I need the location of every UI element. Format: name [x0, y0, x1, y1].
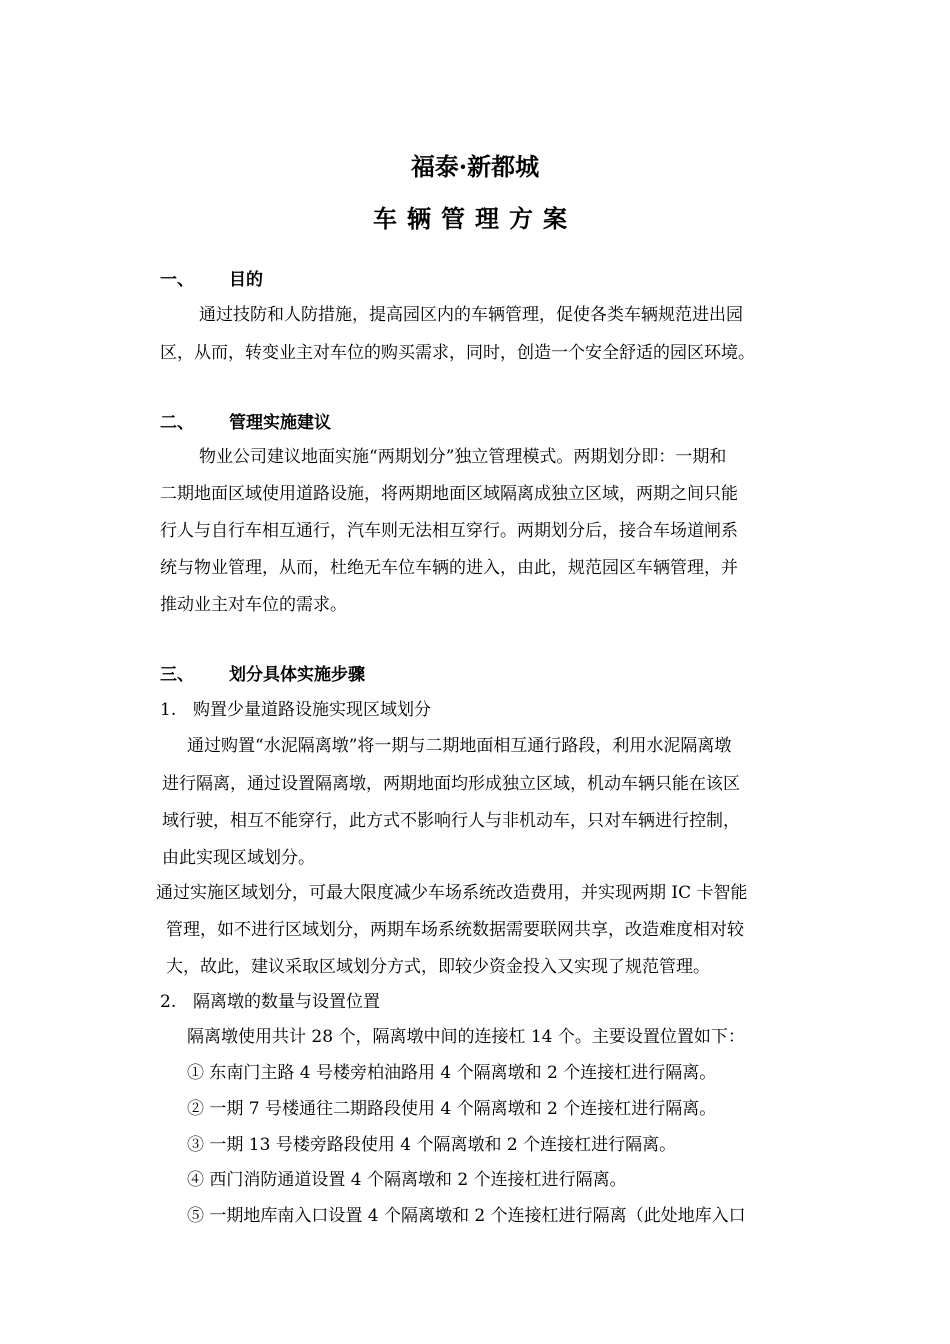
list-item: ④ 西门消防通道设置 4 个隔离墩和 2 个连接杠进行隔离。: [187, 1170, 627, 1190]
paragraph-line: 行人与自行车相互通行，汽车则无法相互穿行。两期划分后，接合车场道闸系: [160, 521, 738, 541]
item-2-number: 2.: [160, 992, 177, 1012]
paragraph-line: 大，故此，建议采取区域划分方式，即较少资金投入又实现了规范管理。: [166, 957, 710, 977]
document-title: 福泰·新都城: [410, 152, 540, 181]
section-1-heading: 目的: [229, 270, 263, 290]
paragraph-line: 二期地面区域使用道路设施，将两期地面区域隔离成独立区域，两期之间只能: [160, 484, 738, 504]
section-2-number: 二、: [160, 413, 194, 433]
list-item: ⑤ 一期地库南入口设置 4 个隔离墩和 2 个连接杠进行隔离（此处地库入口: [187, 1206, 746, 1226]
paragraph-line: 区，从而，转变业主对车位的购买需求，同时，创造一个安全舒适的园区环境。: [160, 343, 755, 363]
paragraph-line: 通过实施区域划分，可最大限度减少车场系统改造费用，并实现两期 IC 卡智能: [156, 883, 748, 903]
paragraph-line: 物业公司建议地面实施“两期划分”独立管理模式。两期划分即：一期和: [199, 447, 727, 467]
item-2-title: 隔离墩的数量与设置位置: [193, 992, 380, 1012]
paragraph-line: 隔离墩使用共计 28 个，隔离墩中间的连接杠 14 个。主要设置位置如下：: [187, 1027, 745, 1047]
paragraph-line: 管理，如不进行区域划分，两期车场系统数据需要联网共享，改造难度相对较: [166, 920, 744, 940]
paragraph-line: 进行隔离，通过设置隔离墩，两期地面均形成独立区域，机动车辆只能在该区: [162, 774, 740, 794]
section-3-heading: 划分具体实施步骤: [229, 665, 365, 685]
item-1-number: 1.: [160, 700, 177, 720]
item-1-title: 购置少量道路设施实现区域划分: [193, 700, 431, 720]
section-3-number: 三、: [160, 665, 194, 685]
paragraph-line: 推动业主对车位的需求。: [160, 595, 347, 615]
paragraph-line: 由此实现区域划分。: [162, 848, 315, 868]
paragraph-line: 域行驶，相互不能穿行，此方式不影响行人与非机动车，只对车辆进行控制，: [162, 811, 740, 831]
list-item: ③ 一期 13 号楼旁路段使用 4 个隔离墩和 2 个连接杠进行隔离。: [187, 1135, 677, 1155]
list-item: ① 东南门主路 4 号楼旁柏油路用 4 个隔离墩和 2 个连接杠进行隔离。: [187, 1063, 717, 1083]
paragraph-line: 统与物业管理，从而，杜绝无车位车辆的进入，由此，规范园区车辆管理，并: [160, 558, 738, 578]
section-1-number: 一、: [160, 270, 194, 290]
paragraph-line: 通过技防和人防措施，提高园区内的车辆管理，促使各类车辆规范进出园: [199, 305, 743, 325]
list-item: ② 一期 7 号楼通往二期路段使用 4 个隔离墩和 2 个连接杠进行隔离。: [187, 1099, 717, 1119]
section-2-heading: 管理实施建议: [229, 413, 331, 433]
document-subtitle: 车辆管理方案: [373, 204, 577, 233]
paragraph-line: 通过购置“水泥隔离墩”将一期与二期地面相互通行路段，利用水泥隔离墩: [187, 736, 732, 756]
